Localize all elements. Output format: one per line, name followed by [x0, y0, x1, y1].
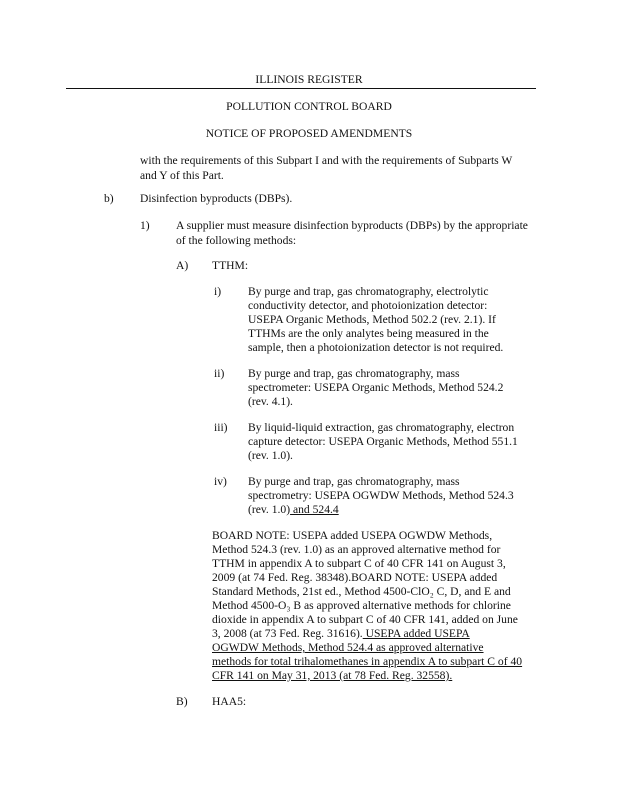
- sub-b-title: HAA5:: [212, 695, 247, 708]
- method-ii-line-1: By purge and trap, gas chromatography, mass: [248, 367, 460, 380]
- intro-line-1: with the requirements of this Subpart I and with the requirements of Subparts W: [140, 154, 513, 167]
- board-note-line-2: Method 524.3 (rev. 1.0) as an approved alternative method for: [212, 543, 501, 556]
- method-iv-label: iv): [214, 475, 227, 488]
- board-note-line-8-added: USEPA added USEPA: [362, 627, 470, 640]
- method-i-label: i): [214, 285, 222, 298]
- board-note-added-line-1: OGWDW Methods, Method 524.4 as approved alternative: [212, 641, 484, 654]
- para-1-line-1: A supplier must measure disinfection byproducts (DBPs) by the appropriate: [176, 219, 528, 232]
- section-b-label: b): [104, 192, 114, 205]
- method-ii-line-3: (rev. 4.1).: [248, 395, 293, 408]
- board-note-line-6: Method 4500-O₃ B as approved alternative methods for chlorine: [212, 599, 511, 612]
- para-1-label: 1): [140, 219, 150, 232]
- method-i-line-5: sample, then a photoionization detector is not required.: [248, 341, 504, 354]
- para-1-line-2: of the following methods:: [176, 234, 297, 247]
- board-note-added-line-2: methods for total trihalomethanes in appendix A to subpart C of 40: [212, 655, 523, 668]
- method-i-line-1: By purge and trap, gas chromatography, electrolytic: [248, 285, 489, 298]
- board-note-line-5: Standard Methods, 21st ed., Method 4500-ClO₂ C, D, and E and: [212, 585, 511, 598]
- method-iv-line-2: spectrometry: USEPA OGWDW Methods, Method 524.3: [248, 489, 514, 502]
- board-note-added-line-3: CFR 141 on May 31, 2013 (at 78 Fed. Reg. 32558).: [212, 669, 453, 682]
- board-note-line-3: TTHM in appendix A to subpart C of 40 CFR 141 on August 3,: [212, 557, 506, 570]
- method-iv-line-1: By purge and trap, gas chromatography, mass: [248, 475, 460, 488]
- board-title: POLLUTION CONTROL BOARD: [226, 100, 392, 113]
- method-i-line-4: TTHMs are the only analytes being measured in the: [248, 327, 489, 340]
- method-iv-added-text: and 524.4: [290, 503, 339, 516]
- method-iii-label: iii): [214, 421, 228, 434]
- board-note-line-1: BOARD NOTE: USEPA added USEPA OGWDW Methods,: [212, 529, 493, 542]
- board-note-line-7: dioxide in appendix A to subpart C of 40 CFR 141, added on June: [212, 613, 518, 626]
- method-iii-line-3: (rev. 1.0).: [248, 449, 293, 462]
- sub-a-title: TTHM:: [212, 259, 249, 272]
- method-iv-rev: (rev. 1.0): [248, 503, 291, 516]
- method-ii-line-2: spectrometer: USEPA Organic Methods, Method 524.2: [248, 381, 504, 394]
- method-iv-line-3: [248, 502, 339, 517]
- method-iii-line-2: capture detector: USEPA Organic Methods, Method 551.1: [248, 435, 518, 448]
- sub-a-label: A): [176, 259, 189, 272]
- board-note-line-8: [212, 626, 470, 641]
- method-iii-line-1: By liquid-liquid extraction, gas chromatography, electron: [248, 421, 515, 434]
- method-i-line-2: conductivity detector, and photoionization detector:: [248, 299, 488, 312]
- board-note-line-8-plain: 3, 2008 (at 73 Fed. Reg. 31616).: [212, 627, 363, 640]
- method-i-line-3: USEPA Organic Methods, Method 502.2 (rev. 2.1). If: [248, 313, 496, 326]
- header-rule: [66, 88, 536, 89]
- intro-line-2: and Y of this Part.: [140, 169, 224, 182]
- notice-title: NOTICE OF PROPOSED AMENDMENTS: [205, 127, 413, 140]
- sub-b-label: B): [176, 695, 188, 708]
- board-note-line-4: 2009 (at 74 Fed. Reg. 38348).BOARD NOTE: USEPA added: [212, 571, 498, 584]
- register-title: ILLINOIS REGISTER: [255, 73, 363, 86]
- section-b-title: Disinfection byproducts (DBPs).: [140, 192, 293, 205]
- method-ii-label: ii): [214, 367, 225, 380]
